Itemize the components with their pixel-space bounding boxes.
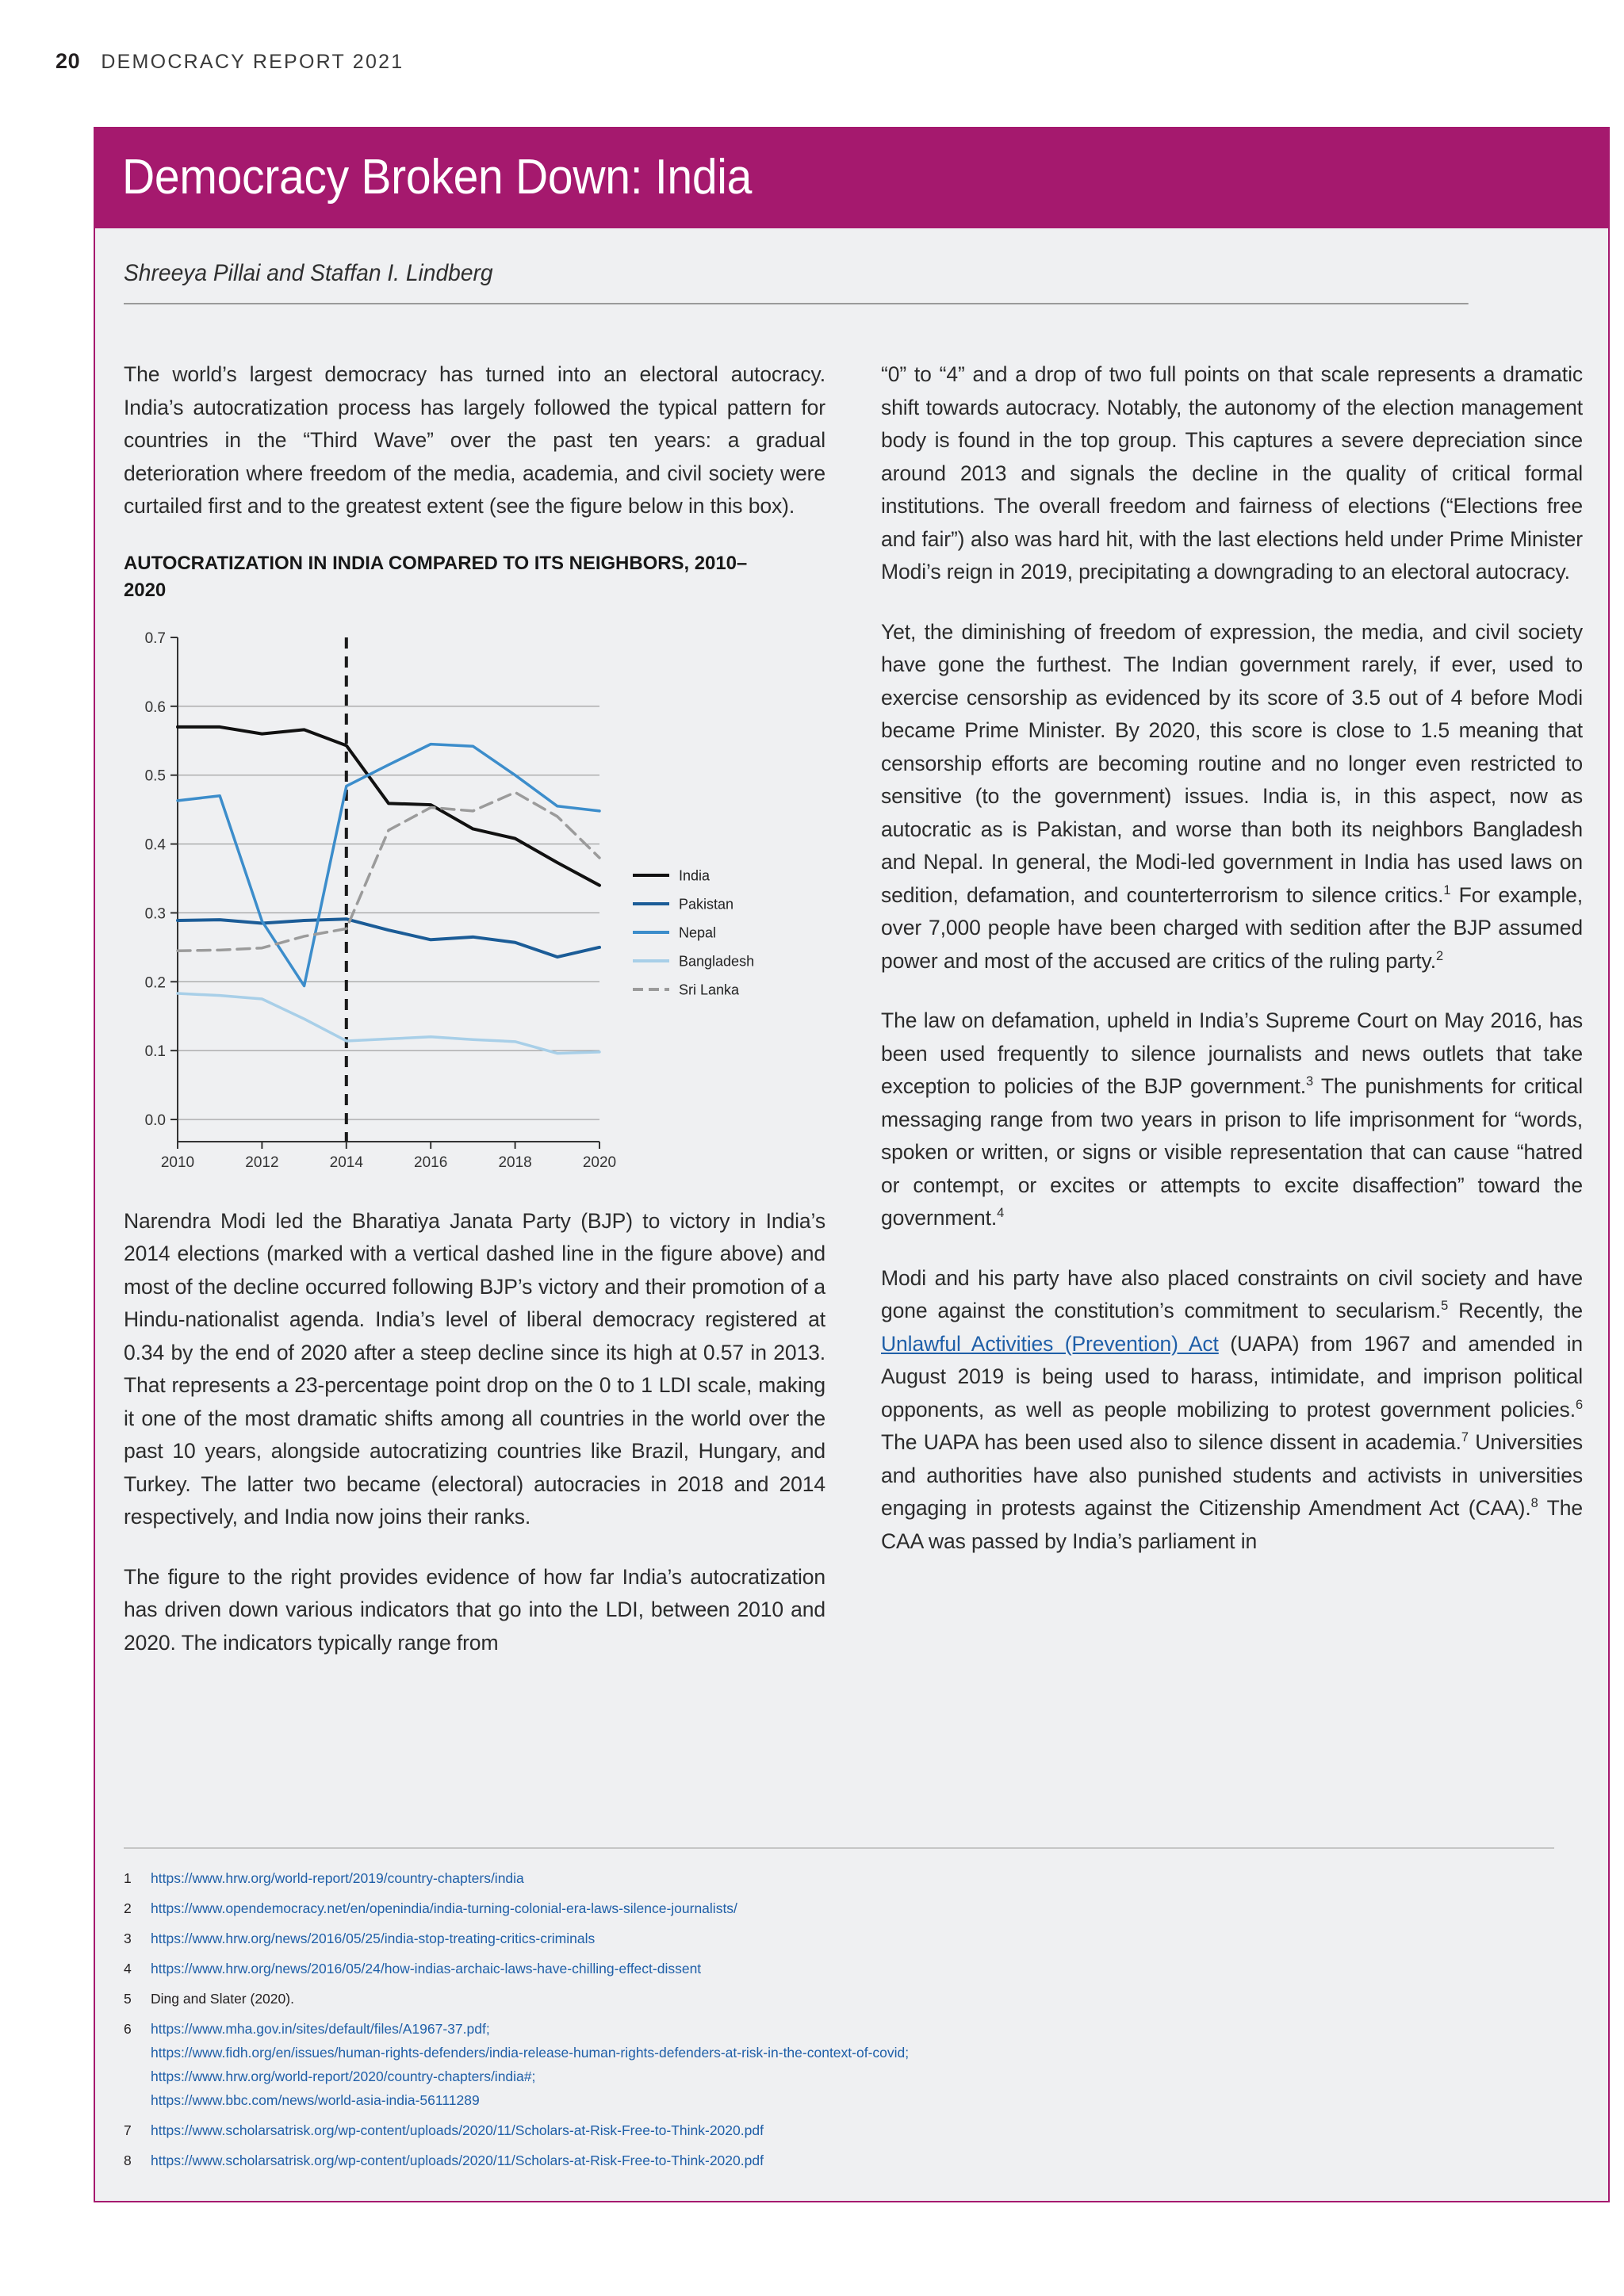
footnote-text[interactable] [151, 2118, 1554, 2142]
footnote-number: 2 [124, 1900, 132, 1916]
legend-label-bangladesh: Bangladesh [679, 953, 755, 969]
footnote-text[interactable] [151, 1866, 1554, 1890]
rp4-text-b: Recently, the [1448, 1299, 1584, 1322]
footnote-url[interactable]: https://www.scholarsatrisk.org/wp-content/uploads/2020/11/Scholars-at-Risk-Free-to-Think-2020.pdf [151, 2152, 764, 2168]
byline: Shreeya Pillai and Staffan I. Lindberg [124, 260, 1469, 304]
y-axis-tick-label: 0.4 [144, 836, 166, 854]
footnote-item [124, 1927, 1554, 1950]
footnote-number: 5 [124, 1991, 132, 2007]
running-head [56, 49, 404, 74]
footnote-item [124, 1987, 1554, 2011]
footnote-ref-2[interactable]: 2 [1435, 948, 1443, 963]
x-axis-tick-label: 2010 [160, 1154, 195, 1171]
footnote-url[interactable]: https://www.hrw.org/news/2016/05/25/india-stop-treating-critics-criminals [151, 1931, 596, 1946]
footnote-item [124, 2017, 1554, 2112]
chart-container [124, 618, 806, 1173]
y-axis-tick-label: 0.5 [144, 767, 166, 785]
footnote-ref-1[interactable]: 1 [1443, 882, 1451, 897]
footnote-url[interactable]: https://www.hrw.org/news/2016/05/24/how-indias-archaic-laws-have-chilling-effect-dissent [151, 1961, 702, 1976]
footnote-item [124, 1896, 1554, 1920]
footnote-url[interactable]: https://www.mha.gov.in/sites/default/files/A1967-37.pdf; [151, 2021, 490, 2037]
figure-title: AUTOCRATIZATION IN INDIA COMPARED TO ITS NEIGHBORS, 2010–2020 [124, 552, 748, 601]
y-axis-tick-label: 0.3 [144, 905, 166, 922]
rp3-text-a: The law on defamation, upheld in India’s Supreme Court on May 2016, has been used frequently to silence journalists and news outlets that take exception to policies of the BJP government. [881, 1008, 1583, 1098]
footnote-number: 7 [124, 2122, 132, 2138]
footnote-text[interactable] [151, 2017, 1554, 2112]
footnote-text[interactable] [151, 1927, 1554, 1950]
rp3-text-b: The punishments for critical messaging range from two years in prison to life imprisonment for “words, spoken or written, or signs or visible representation that can cause “hatred or contempt, or excites or attempts to excite disaffection” toward the government. [881, 1074, 1583, 1230]
footnote-ref-5[interactable]: 5 [1441, 1299, 1449, 1314]
highlight-box [94, 127, 1610, 2202]
y-axis-tick-label: 0.7 [144, 629, 166, 647]
page-number: 20 [56, 49, 81, 73]
legend-label-pakistan: Pakistan [679, 896, 734, 912]
left-paragraph-1: The world’s largest democracy has turned into an electoral autocracy. India’s autocratization process has largely followed the typical pattern for countries in the “Third Wave” over the past ten years: a gradual deterioration where freedom of the media, academia, and civil society were curtailed first and to the greatest extent (see the figure below in this box). [124, 362, 825, 518]
footnote-item [124, 2149, 1554, 2172]
footnote-ref-4[interactable]: 4 [997, 1206, 1005, 1221]
footnote-item [124, 1957, 1554, 1980]
publication-title: DEMOCRACY REPORT 2021 [101, 51, 404, 73]
footnote-number: 4 [124, 1961, 132, 1976]
right-paragraph-4 [881, 1262, 1583, 1559]
legend-label-india: India [679, 867, 710, 883]
footnote-url[interactable]: https://www.fidh.org/en/issues/human-rights-defenders/india-release-human-rights-defenders-at-risk-in-the-context-of-covid; [151, 2045, 910, 2061]
footnote-citation: Ding and Slater (2020). [151, 1991, 294, 2007]
y-axis-tick-label: 0.2 [144, 974, 166, 991]
footnote-text[interactable] [151, 2149, 1554, 2172]
x-axis-tick-label: 2016 [414, 1154, 448, 1171]
left-paragraph-3: The figure to the right provides evidence of how far India’s autocratization has driven down various indicators that go into the LDI, between 2010 and 2020. The indicators typically range from [124, 1564, 825, 1655]
x-axis-tick-label: 2014 [329, 1154, 363, 1171]
x-axis-tick-label: 2020 [582, 1154, 617, 1171]
footnote-url[interactable]: https://www.hrw.org/world-report/2020/country-chapters/india#; [151, 2068, 536, 2084]
right-paragraph-3 [881, 1004, 1583, 1235]
footnote-ref-3[interactable]: 3 [1306, 1074, 1314, 1089]
uapa-link[interactable]: Unlawful Activities (Prevention) Act [881, 1331, 1219, 1356]
box-title: Democracy Broken Down: India [122, 150, 753, 205]
x-axis-tick-label: 2012 [245, 1154, 279, 1171]
right-paragraph-1: “0” to “4” and a drop of two full points on that scale represents a dramatic shift towards autocracy. Notably, the autonomy of the election management body is found in the top group. This captures a severe depreciation since around 2013 and signals the decline in the quality of critical formal institutions. The overall freedom and fairness of elections (“Elections free and fair”) also was hard hit, with the last elections held under Prime Minister Modi’s reign in 2019, precipitating a downgrading to an electoral autocracy. [881, 362, 1583, 584]
footnote-ref-8[interactable]: 8 [1530, 1496, 1538, 1511]
left-column [124, 358, 825, 1659]
footnote-number: 1 [124, 1870, 132, 1886]
left-paragraph-2: Narendra Modi led the Bharatiya Janata Party (BJP) to victory in India’s 2014 elections (marked with a vertical dashed line in the figure above) and most of the decline occurred following BJP’s victory and their promotion of a Hindu-nationalist agenda. India’s level of liberal democracy registered at 0.34 by the end of 2020 after a steep decline since its high at 0.57 in 2013. That represents a 23-percentage point drop on the 0 to 1 LDI scale, making it one of the most dramatic shifts among all countries in the world over the past 10 years, alongside autocratizing countries like Brazil, Hungary, and Turkey. The latter two became (electoral) autocracies in 2018 and 2014 respectively, and India now joins their ranks. [124, 1208, 825, 1529]
footnote-ref-6[interactable]: 6 [1575, 1397, 1583, 1412]
rp4-text-a: Modi and his party have also placed constraints on civil society and have gone against the constitution’s commitment to secularism. [881, 1265, 1583, 1322]
footnote-url[interactable]: https://www.bbc.com/news/world-asia-india-56111289 [151, 2092, 480, 2108]
right-paragraph-2 [881, 616, 1583, 978]
footnote-text[interactable] [151, 1896, 1554, 1920]
rp4-text-c: (UAPA) from 1967 and amended in August 2019 is being used to harass, intimidate, and imprison political opponents, as well as people mobilizing to protest government policies. [881, 1331, 1583, 1422]
footnote-item [124, 2118, 1554, 2142]
y-axis-tick-label: 0.6 [144, 698, 166, 716]
rp2-text-a: Yet, the diminishing of freedom of expression, the media, and civil society have gone the furthest. The Indian government rarely, if ever, used to exercise censorship as evidenced by its score of 3.5 out of 4 before Modi became Prime Minister. By 2020, this score is close to 1.5 meaning that censorship efforts are becoming routine and no longer even restricted to sensitive (to the government) issues. India is, in this aspect, now as autocratic as is Pakistan, and worse than both its neighbors Bangladesh and Nepal. In general, the Modi-led government in India has used laws on sedition, defamation, and counterterrorism to silence critics. [881, 619, 1583, 907]
x-axis-tick-label: 2018 [498, 1154, 532, 1171]
footnote-text[interactable] [151, 1957, 1554, 1980]
footnote-url[interactable]: https://www.opendemocracy.net/en/openindia/india-turning-colonial-era-laws-silence-journalists/ [151, 1900, 737, 1916]
line-chart [124, 618, 806, 1173]
footnote-item [124, 1866, 1554, 1890]
footnote-text [151, 1987, 1554, 2011]
y-axis-tick-label: 0.1 [144, 1043, 166, 1060]
right-column [881, 358, 1583, 1659]
legend-label-sri lanka: Sri Lanka [679, 982, 740, 997]
rp2-text-b: For example, over 7,000 people have been charged with sedition after the BJP assumed power and most of the accused are critics of the ruling party. [881, 882, 1584, 973]
two-column-body [124, 358, 1583, 1659]
footnote-ref-7[interactable]: 7 [1461, 1430, 1469, 1445]
figure-autocratization [124, 550, 825, 1173]
legend-label-nepal: Nepal [679, 924, 717, 940]
rp4-text-d: The UAPA has been used also to silence dissent in academia. [881, 1430, 1461, 1454]
box-banner [94, 127, 1610, 228]
y-axis-tick-label: 0.0 [144, 1112, 166, 1129]
footnote-number: 8 [124, 2152, 132, 2168]
rp4-text-e: Universities and authorities have also punished students and activists in universities engaging in protests against the Citizenship Amendment Act (CAA). [881, 1430, 1583, 1520]
footnote-number: 3 [124, 1931, 132, 1946]
rp4-text-f: The CAA was passed by India’s parliament in [881, 1496, 1583, 1553]
footnotes-list [124, 1847, 1554, 2179]
footnote-number: 6 [124, 2021, 132, 2037]
footnote-url[interactable]: https://www.scholarsatrisk.org/wp-content/uploads/2020/11/Scholars-at-Risk-Free-to-Think-2020.pdf [151, 2122, 764, 2138]
footnote-url[interactable]: https://www.hrw.org/world-report/2019/country-chapters/india [151, 1870, 524, 1886]
